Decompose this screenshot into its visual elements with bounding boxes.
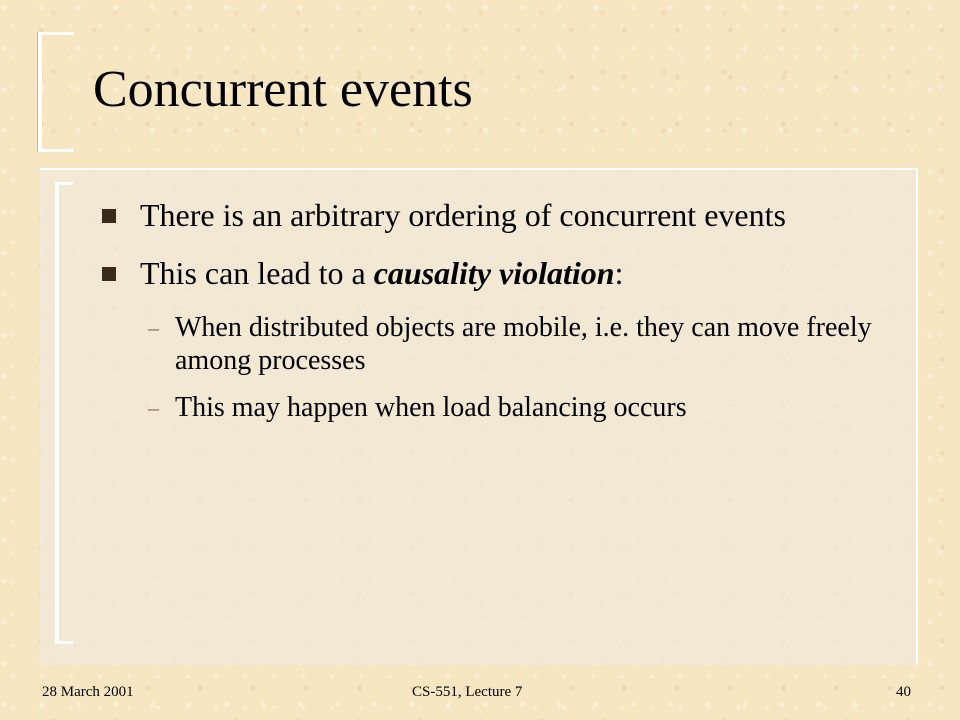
sub-bullet-text: When distributed objects are mobile, i.e. they can move freely among processes: [175, 312, 872, 376]
square-bullet-icon: [102, 267, 116, 281]
footer-course: CS-551, Lecture 7: [412, 684, 523, 700]
slide-title: Concurrent events: [93, 61, 473, 118]
footer-date: 28 March 2001: [42, 684, 134, 700]
sub-bullet-item: [100, 391, 890, 424]
square-bullet-icon: [102, 209, 116, 223]
bullet-text-suffix: :: [614, 255, 624, 291]
sub-bullet-text: This may happen when load balancing occurs: [175, 392, 687, 423]
bullet-text: This can lead to a: [140, 255, 374, 291]
bullet-item: [100, 195, 890, 235]
content-bracket: [55, 182, 73, 644]
dash-bullet-icon: –: [148, 315, 159, 340]
bullet-emphasis: causality violation: [373, 255, 615, 291]
bullet-text: There is an arbitrary ordering of concurrent events: [140, 197, 786, 233]
bullet-list: [100, 195, 890, 438]
footer-page-number: 40: [896, 684, 911, 700]
bullet-item: [100, 253, 890, 293]
dash-bullet-icon: –: [148, 395, 159, 420]
sub-bullet-item: [100, 311, 890, 377]
title-bracket: [38, 32, 74, 152]
